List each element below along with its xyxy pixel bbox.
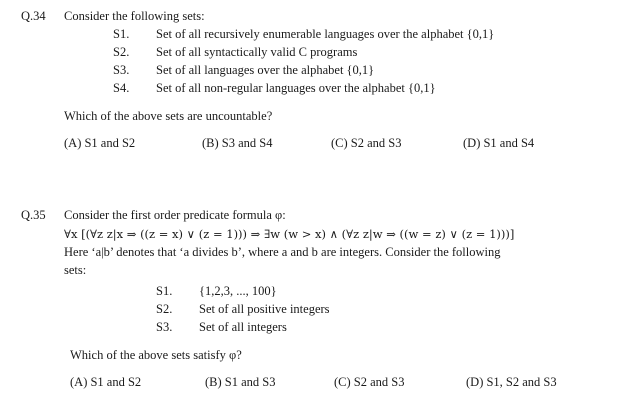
q35-set-label-s3: S3. (156, 320, 173, 334)
q35-option-d[interactable]: (D) S1, S2 and S3 (466, 375, 557, 389)
q34-set-text-s4: Set of all non-regular languages over the alphabet {0,1} (156, 81, 436, 95)
q35-stem: Consider the first order predicate formula φ: (64, 208, 286, 222)
q34-set-text-s3: Set of all languages over the alphabet {0,1} (156, 63, 375, 77)
q34-set-label-s3: S3. (113, 63, 130, 77)
q34-option-d[interactable]: (D) S1 and S4 (463, 136, 535, 150)
q35-set-label-s1: S1. (156, 284, 173, 298)
q34-set-text-s1: Set of all recursively enumerable languages over the alphabet {0,1} (156, 27, 495, 41)
q35-option-a[interactable]: (A) S1 and S2 (70, 375, 142, 389)
q35-set-text-s1: {1,2,3, ..., 100} (199, 284, 277, 298)
q34-question: Which of the above sets are uncountable? (64, 109, 273, 123)
q35-set-text-s3: Set of all integers (199, 320, 287, 334)
q34-option-c[interactable]: (C) S2 and S3 (331, 136, 402, 150)
q35-number: Q.35 (21, 208, 46, 222)
q35-option-c[interactable]: (C) S2 and S3 (334, 375, 405, 389)
q34-set-label-s2: S2. (113, 45, 130, 59)
q35-formula: ∀x [(∀z z|x ⇒ ((z = x) ∨ (z = 1))) ⇒ ∃w (w > x) ∧ (∀z z|w ⇒ ((w = z) ∨ (z = 1)))] (64, 227, 515, 241)
q34-option-b[interactable]: (B) S3 and S4 (202, 136, 273, 150)
q35-option-b[interactable]: (B) S1 and S3 (205, 375, 276, 389)
q35-set-text-s2: Set of all positive integers (199, 302, 330, 316)
q34-stem: Consider the following sets: (64, 9, 205, 23)
q34-option-a[interactable]: (A) S1 and S2 (64, 136, 136, 150)
q34-set-label-s4: S4. (113, 81, 130, 95)
q34-set-label-s1: S1. (113, 27, 130, 41)
q35-note-line1: Here ‘a|b’ denotes that ‘a divides b’, where a and b are integers. Consider the following (64, 245, 501, 259)
q35-question: Which of the above sets satisfy φ? (70, 348, 242, 362)
q34-number: Q.34 (21, 9, 46, 23)
q34-set-text-s2: Set of all syntactically valid C programs (156, 45, 358, 59)
q35-set-label-s2: S2. (156, 302, 173, 316)
q35-note-line2: sets: (64, 263, 87, 277)
